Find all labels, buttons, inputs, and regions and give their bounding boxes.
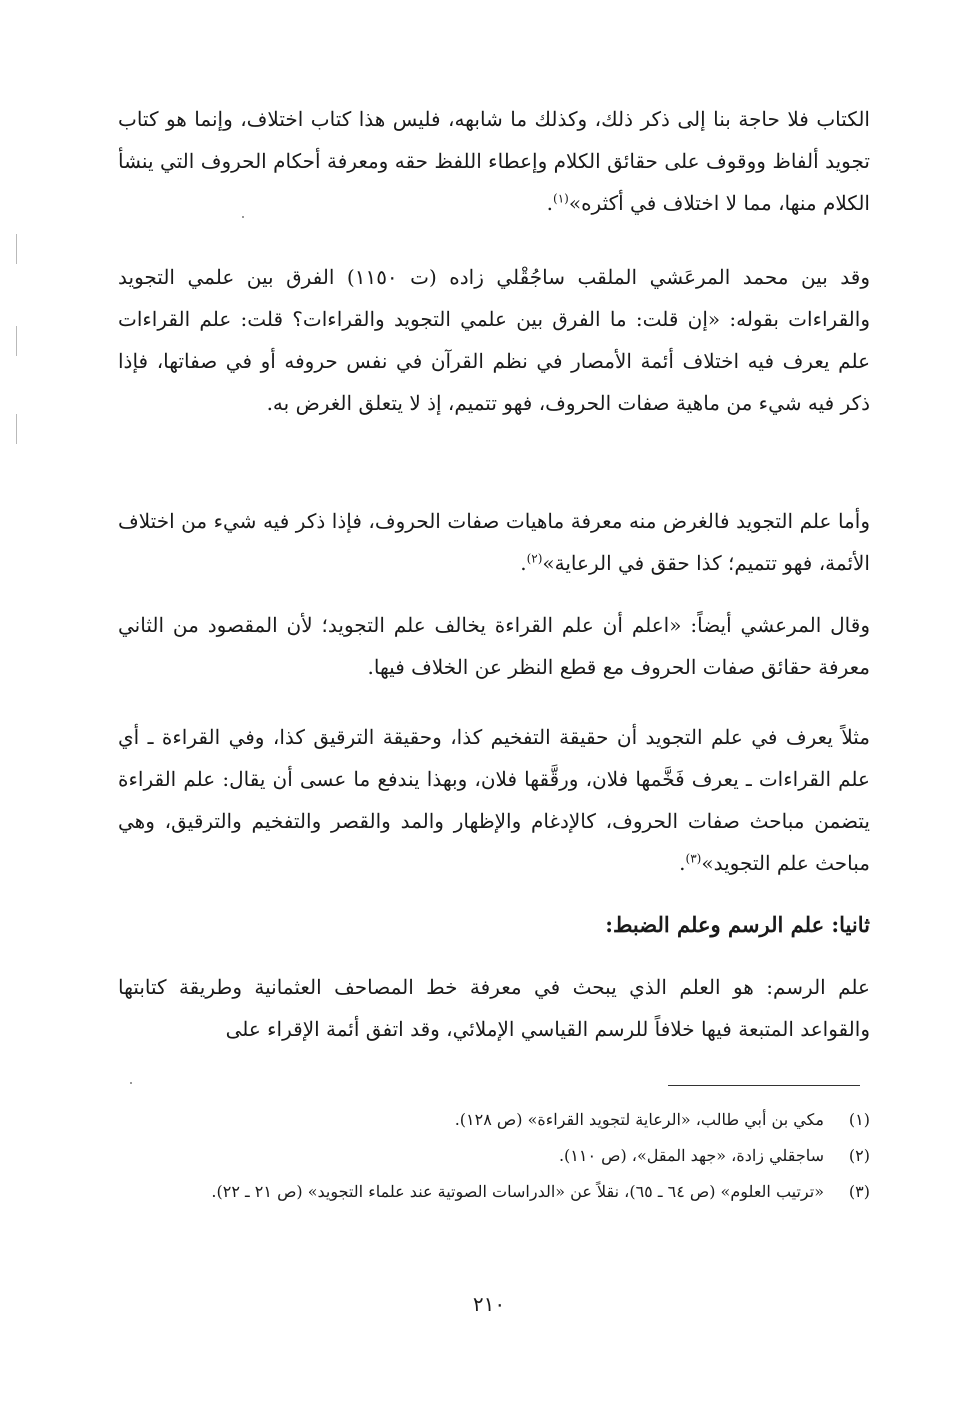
footnote-text: مكي بن أبي طالب، «الرعاية لتجويد القراءة» (ص ١٢٨).	[454, 1110, 824, 1129]
paragraph-body: وأما علم التجويد فالغرض منه معرفة ماهيات صفات الحروف، فإذا ذكر فيه شيء من اختلاف الأئمة، فهو تتميم؛ كذا حقق في الرعاية»	[118, 509, 870, 575]
footnote-number: (٣)	[848, 1182, 870, 1201]
paragraph-text	[118, 716, 870, 884]
footnote-text: «ترتيب العلوم» (ص ٦٤ ـ ٦٥)، نقلاً عن «الدراسات الصوتية عند علماء التجويد» (ص ٢١ ـ ٢٢).	[211, 1182, 824, 1201]
paragraph-body: الكتاب فلا حاجة بنا إلى ذكر ذلك، وكذلك ما شابهه، فليس هذا كتاب اختلاف، وإنما هو كتاب تجويد ألفاظ ووقوف على حقائق الكلام وإعطاء اللفظ حقه ومعرفة أحكام الحروف التي ينشأ الكلام منها، مما لا اختلاف في أكثره»	[118, 107, 870, 215]
paragraph-1	[118, 98, 870, 224]
paragraph-5	[118, 716, 870, 884]
scan-margin-mark	[16, 234, 17, 264]
paragraph-body: مثلاً يعرف في علم التجويد أن حقيقة التفخيم كذا، وحقيقة الترقيق كذا، وفي القراءة ـ أي علم القراءات ـ يعرف فَخَّمها فلان، ورقَّقها فلان، وبهذا يندفع ما عسى أن يقال: علم القراءة يتضمن مباحث صفات الحروف، كالإدغام والإظهار والمد والقصر والتفخيم والترقيق، وهي مباحث علم التجويد»	[118, 725, 870, 875]
footnote-text: ساجقلي زادة، «جهد المقل»، (ص ١١٠).	[558, 1146, 824, 1165]
footnote-1	[118, 1102, 870, 1138]
paragraph-6	[118, 966, 870, 1050]
paragraph-text	[118, 500, 870, 584]
section-heading: ثانيا: علم الرسم وعلم الضبط:	[605, 912, 870, 937]
scan-speck	[130, 1082, 132, 1084]
footnote-number: (١)	[848, 1110, 870, 1129]
paragraph-2	[118, 256, 870, 424]
footnotes	[118, 1102, 870, 1210]
paragraph-end-mark: .	[546, 191, 553, 215]
paragraph-3	[118, 500, 870, 584]
footnote-3	[118, 1174, 870, 1210]
paragraph-text: وقال المرعشي أيضاً: «اعلم أن علم القراءة يخالف علم التجويد؛ لأن المقصود من الثاني معرفة حقائق صفات الحروف مع قطع النظر عن الخلاف فيها.	[118, 613, 870, 679]
footnote-reference[interactable]: (٢)	[526, 551, 543, 566]
paragraph-text: علم الرسم: هو العلم الذي يبحث في معرفة خط المصاحف العثمانية وطريقة كتابتها والقواعد المتبعة فيها خلافاً للرسم القياسي الإملائي، وقد اتفق أئمة الإقراء على	[118, 975, 870, 1041]
paragraph-end-mark: .	[520, 551, 527, 575]
footnote-reference[interactable]: (١)	[553, 191, 569, 206]
paragraph-text	[118, 98, 870, 224]
page-number: ٢١٠	[472, 1292, 506, 1316]
paragraph-4	[118, 604, 870, 688]
scan-margin-mark	[16, 326, 17, 356]
paragraph-end-mark: .	[679, 851, 686, 875]
footnote-separator	[668, 1085, 860, 1086]
footnote-reference[interactable]: (٣)	[685, 851, 702, 866]
scan-margin-mark	[16, 414, 17, 444]
footnote-number: (٢)	[848, 1146, 870, 1165]
paragraph-text: وقد بين محمد المرعَشي الملقب ساجُقْلي زاده (ت ١١٥٠) الفرق بين علمي التجويد والقراءات بقوله: «إن قلت: ما الفرق بين علمي التجويد والقراءات؟ قلت: علم القراءات علم يعرف فيه اختلاف أئمة الأمصار في نظم القرآن في نفس حروفه أو في صفاتها، فإذا ذكر فيه شيء من ماهية صفات الحروف، فهو تتميم، إذ لا يتعلق الغرض به.	[118, 265, 870, 415]
footnote-2	[118, 1138, 870, 1174]
